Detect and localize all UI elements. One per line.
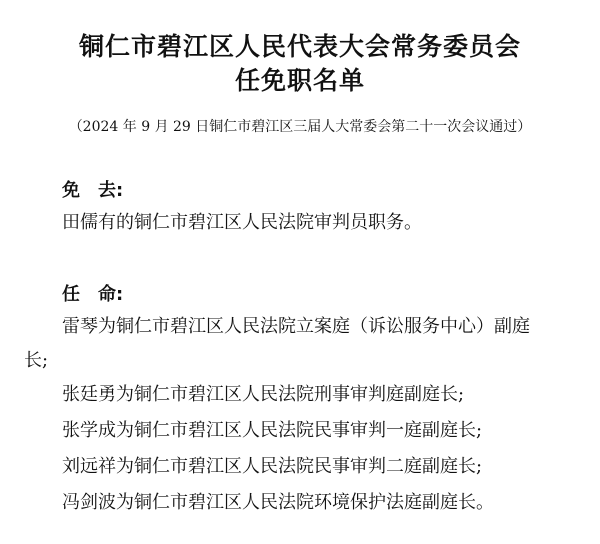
appointment-item-3: 张学成为铜仁市碧江区人民法院民事审判一庭副庭长;	[62, 420, 483, 441]
appointment-item-1-line-1: 雷琴为铜仁市碧江区人民法院立案庭（诉讼服务中心）副庭	[62, 316, 530, 337]
adoption-note: （2024 年 9 月 29 日铜仁市碧江区三届人大常委会第二十一次会议通过）	[68, 119, 532, 135]
appointment-item-1-line-2: 长;	[24, 350, 49, 371]
dismissal-heading: 免 去:	[62, 180, 124, 201]
appointment-heading: 任 命:	[62, 284, 124, 305]
dismissal-item: 田儒有的铜仁市碧江区人民法院审判员职务。	[62, 212, 422, 233]
appointment-item-2: 张廷勇为铜仁市碧江区人民法院刑事审判庭副庭长;	[62, 384, 465, 405]
appointment-item-4: 刘远祥为铜仁市碧江区人民法院民事审判二庭副庭长;	[62, 456, 483, 477]
document-title-line-2: 任免职名单	[234, 66, 365, 95]
appointment-item-5: 冯剑波为铜仁市碧江区人民法院环境保护法庭副庭长。	[62, 492, 494, 513]
document-title-line-1: 铜仁市碧江区人民代表大会常务委员会	[78, 32, 521, 61]
